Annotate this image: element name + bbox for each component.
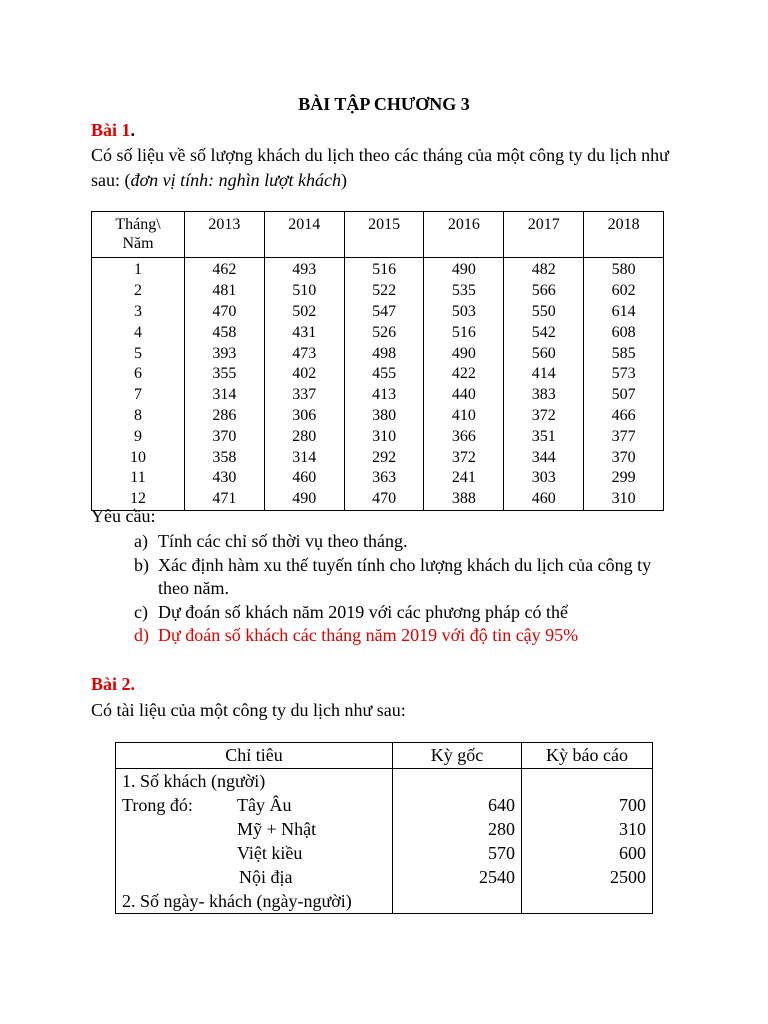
year-header: 2014 [264,212,344,258]
value-cell: 490 [424,258,504,281]
indicator-cell [116,865,393,889]
value-cell: 460 [264,468,344,489]
table-header-row [116,743,653,769]
value-cell: 550 [504,302,584,323]
value-cell: 241 [424,468,504,489]
bai1-intro-unit: đơn vị tính: nghìn lượt khách [130,170,341,190]
value-cell: 314 [185,385,265,406]
indicator-cell [116,769,393,794]
requirement-item [134,624,674,648]
indicator-header: Chỉ tiêu [116,743,393,769]
value-cell: 366 [424,426,504,447]
report-period-cell: 600 [522,841,653,865]
value-cell: 470 [185,302,265,323]
header-line-month: Tháng\ [115,216,161,233]
value-cell: 344 [504,447,584,468]
requirement-mark: b) [134,554,149,575]
table-row [92,302,664,323]
value-cell: 370 [584,447,664,468]
value-cell: 507 [584,385,664,406]
base-period-cell [393,769,522,794]
bai1-heading [91,120,135,141]
month-cell: 11 [92,468,185,489]
bai1-heading-suffix: . [130,120,136,140]
value-cell: 470 [344,489,424,510]
table-row [92,281,664,302]
value-cell: 286 [185,406,265,427]
month-cell: 3 [92,302,185,323]
indicator-label: Nội địa [239,867,293,887]
requirements-label: Yêu cầu: [91,506,156,526]
base-period-cell: 2540 [393,865,522,889]
value-cell: 303 [504,468,584,489]
bai2-intro: Có tài liệu của một công ty du lịch như sau: [91,700,406,720]
table-row [92,426,664,447]
month-cell: 8 [92,406,185,427]
bai2-heading: Bài 2. [91,674,136,694]
value-cell: 393 [185,343,265,364]
requirement-text: Xác định hàm xu thế tuyến tính cho lượng khách du lịch của công ty theo năm. [158,554,652,598]
indicator-label: Mỹ + Nhật [237,819,317,839]
table-row [116,889,653,914]
value-cell: 481 [185,281,265,302]
month-cell: 12 [92,489,185,510]
table-row [92,343,664,364]
value-cell: 516 [344,258,424,281]
base-period-cell: 570 [393,841,522,865]
value-cell: 608 [584,322,664,343]
value-cell: 516 [424,322,504,343]
base-period-header: Kỳ gốc [393,743,522,769]
base-period-cell: 280 [393,817,522,841]
value-cell: 614 [584,302,664,323]
value-cell: 466 [584,406,664,427]
value-cell: 351 [504,426,584,447]
requirement-text: Dự đoán số khách năm 2019 với các phương pháp có thể [158,601,568,622]
value-cell: 363 [344,468,424,489]
requirement-item [134,601,674,625]
tourist-monthly-table [91,211,664,511]
month-cell: 2 [92,281,185,302]
requirement-item [134,554,674,601]
value-cell: 473 [264,343,344,364]
company-indicator-table [115,742,653,914]
value-cell: 414 [504,364,584,385]
report-period-cell: 310 [522,817,653,841]
value-cell: 580 [584,258,664,281]
month-cell: 10 [92,447,185,468]
value-cell: 490 [424,343,504,364]
value-cell: 380 [344,406,424,427]
indicator-label: 2. Số ngày- khách (ngày-người) [122,891,352,911]
requirements-list [134,530,674,648]
value-cell: 522 [344,281,424,302]
base-period-cell: 640 [393,793,522,817]
value-cell: 280 [264,426,344,447]
value-cell: 410 [424,406,504,427]
indicator-cell [116,841,393,865]
requirement-text: Dự đoán số khách các tháng năm 2019 với độ tin cậy 95% [158,625,579,645]
month-cell: 5 [92,343,185,364]
month-cell: 4 [92,322,185,343]
requirement-text: Tính các chỉ số thời vụ theo tháng. [158,531,408,551]
value-cell: 460 [504,489,584,510]
table-body [116,769,653,914]
value-cell: 372 [504,406,584,427]
report-period-header: Kỳ báo cáo [522,743,653,769]
table-row [92,258,664,281]
value-cell: 510 [264,281,344,302]
table-row [116,793,653,817]
value-cell: 370 [185,426,265,447]
value-cell: 422 [424,364,504,385]
value-cell: 388 [424,489,504,510]
value-cell: 560 [504,343,584,364]
value-cell: 602 [584,281,664,302]
base-period-cell [393,889,522,914]
indicator-cell [116,889,393,914]
table-row [92,322,664,343]
indicator-label: Việt kiều [237,843,303,863]
report-period-cell [522,889,653,914]
table-row [116,817,653,841]
table-row [116,841,653,865]
requirement-mark: c) [134,601,148,622]
value-cell: 440 [424,385,504,406]
indicator-label: 1. Số khách (người) [122,771,266,791]
year-header: 2015 [344,212,424,258]
value-cell: 292 [344,447,424,468]
value-cell: 585 [584,343,664,364]
report-period-cell: 2500 [522,865,653,889]
table-row [92,447,664,468]
value-cell: 402 [264,364,344,385]
month-cell: 9 [92,426,185,447]
table-row [116,769,653,794]
bai1-intro-end: ) [341,170,347,190]
indicator-cell [116,793,393,817]
value-cell: 355 [185,364,265,385]
value-cell: 573 [584,364,664,385]
value-cell: 498 [344,343,424,364]
value-cell: 547 [344,302,424,323]
table-row [92,385,664,406]
value-cell: 462 [185,258,265,281]
requirement-item [134,530,674,554]
value-cell: 458 [185,322,265,343]
value-cell: 542 [504,322,584,343]
month-cell: 7 [92,385,185,406]
bai1-intro-plain: Có số liệu về số lượng khách du lịch theo các tháng của một công ty du lịch như sau: ( [91,145,669,190]
indicator-prefix: Trong đó: [122,795,193,815]
value-cell: 431 [264,322,344,343]
value-cell: 372 [424,447,504,468]
value-cell: 299 [584,468,664,489]
value-cell: 337 [264,385,344,406]
requirement-mark: d) [134,625,149,645]
year-header: 2017 [504,212,584,258]
value-cell: 377 [584,426,664,447]
value-cell: 526 [344,322,424,343]
value-cell: 383 [504,385,584,406]
table-header-row [92,212,664,258]
table-row [92,364,664,385]
value-cell: 482 [504,258,584,281]
header-line-year: Năm [122,235,154,252]
value-cell: 310 [344,426,424,447]
table-row [92,406,664,427]
value-cell: 490 [264,489,344,510]
value-cell: 358 [185,447,265,468]
value-cell: 310 [584,489,664,510]
report-period-cell: 700 [522,793,653,817]
report-period-cell [522,769,653,794]
month-year-header [92,212,185,258]
value-cell: 471 [185,489,265,510]
indicator-label: Tây Âu [237,795,292,815]
table-row [92,489,664,510]
value-cell: 493 [264,258,344,281]
value-cell: 455 [344,364,424,385]
document-title: BÀI TẬP CHƯƠNG 3 [298,94,470,114]
bai1-heading-text: Bài 1 [91,120,131,140]
year-header: 2016 [424,212,504,258]
year-header: 2013 [185,212,265,258]
year-header: 2018 [584,212,664,258]
value-cell: 503 [424,302,504,323]
requirement-mark: a) [134,531,148,551]
value-cell: 314 [264,447,344,468]
value-cell: 430 [185,468,265,489]
month-cell: 1 [92,258,185,281]
bai1-intro [91,143,701,193]
month-cell: 6 [92,364,185,385]
table-row [92,468,664,489]
table-body [92,258,664,511]
indicator-cell [116,817,393,841]
value-cell: 306 [264,406,344,427]
value-cell: 413 [344,385,424,406]
value-cell: 535 [424,281,504,302]
table-row [116,865,653,889]
value-cell: 566 [504,281,584,302]
value-cell: 502 [264,302,344,323]
